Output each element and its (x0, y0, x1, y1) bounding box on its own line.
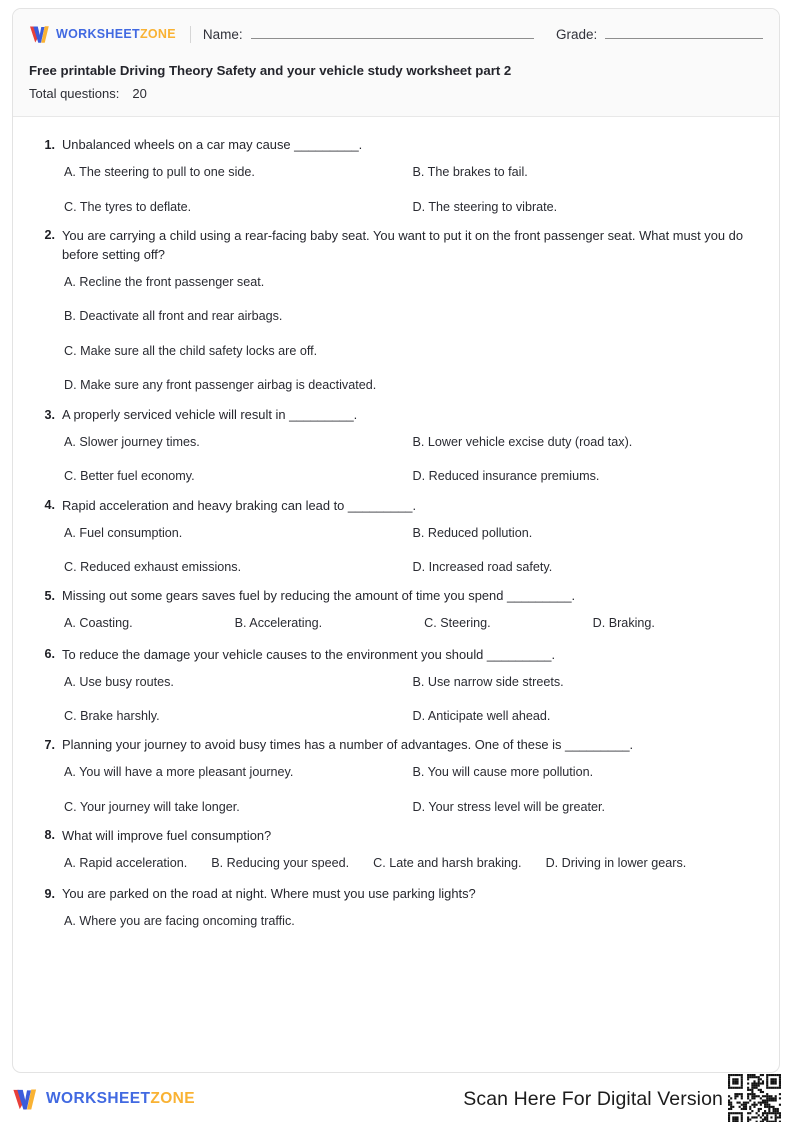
question-item (33, 496, 759, 577)
answer-option[interactable]: C. The tyres to deflate. (64, 199, 192, 214)
answer-option[interactable]: A. You will have a more pleasant journey. (64, 765, 294, 780)
total-questions-value: 20 (132, 85, 147, 101)
question-item (33, 135, 759, 216)
answer-option[interactable]: C. Steering. (424, 616, 491, 631)
answer-options (62, 433, 759, 486)
question-number: 4. (44, 498, 55, 513)
answer-option[interactable]: B. Lower vehicle excise duty (road tax). (412, 435, 633, 450)
answer-options (62, 273, 759, 394)
grade-field[interactable] (556, 27, 763, 42)
footer-brand-logo-text (46, 1090, 195, 1108)
question-text: To reduce the damage your vehicle causes to the environment you should _________. (62, 646, 556, 662)
name-label: Name: (202, 26, 243, 42)
question-header (33, 405, 759, 424)
worksheet-zone-logo-icon (29, 25, 51, 44)
answer-options (62, 673, 759, 726)
answer-option[interactable]: C. Reduced exhaust emissions. (64, 560, 242, 575)
question-header (33, 735, 759, 754)
footer-brand-name-part1: WORKSHEET (46, 1090, 151, 1107)
question-header (33, 645, 759, 664)
question-text: Unbalanced wheels on a car may cause _________. (62, 137, 363, 153)
answer-option[interactable]: A. The steering to pull to one side. (64, 165, 255, 180)
question-header (33, 226, 759, 264)
answer-option[interactable]: B. Reduced pollution. (412, 525, 533, 540)
answer-option[interactable]: A. Where you are facing oncoming traffic. (64, 914, 295, 929)
answer-option[interactable]: B. The brakes to fail. (412, 165, 528, 180)
name-input-line[interactable] (251, 27, 534, 39)
answer-options (62, 912, 759, 930)
answer-option[interactable]: A. Slower journey times. (64, 435, 200, 450)
answer-option[interactable]: B. Use narrow side streets. (412, 674, 564, 689)
answer-option[interactable]: C. Better fuel economy. (64, 469, 195, 484)
worksheet-footer (12, 1082, 781, 1116)
question-header (33, 496, 759, 515)
grade-label: Grade: (556, 26, 598, 42)
question-number: 8. (44, 828, 55, 843)
question-item (33, 226, 759, 394)
total-questions (29, 85, 763, 103)
total-questions-label: Total questions: (29, 85, 120, 101)
answer-options (62, 614, 759, 632)
name-field[interactable] (203, 27, 534, 42)
grade-input-line[interactable] (605, 27, 763, 39)
question-item (33, 586, 759, 632)
question-header (33, 826, 759, 845)
footer-brand-logo (12, 1088, 195, 1111)
answer-options (62, 854, 759, 872)
answer-option[interactable]: A. Use busy routes. (64, 674, 174, 689)
questions-list (13, 117, 779, 930)
answer-option[interactable]: A. Rapid acceleration. (64, 855, 188, 870)
question-text: Missing out some gears saves fuel by reducing the amount of time you spend _________. (62, 588, 576, 604)
question-number: 2. (44, 228, 55, 243)
question-number: 6. (44, 647, 55, 662)
question-item (33, 645, 759, 726)
brand-logo-text (56, 27, 176, 41)
worksheet-sheet (12, 8, 780, 1073)
answer-options (62, 163, 759, 216)
answer-option[interactable]: C. Make sure all the child safety locks are off. (64, 343, 318, 358)
question-header (33, 586, 759, 605)
answer-option[interactable]: C. Late and harsh braking. (373, 855, 522, 870)
answer-option[interactable]: D. Braking. (592, 616, 655, 631)
answer-option[interactable]: B. Accelerating. (234, 616, 323, 631)
answer-option[interactable]: A. Recline the front passenger seat. (64, 275, 265, 290)
question-header (33, 884, 759, 903)
question-number: 1. (44, 137, 55, 152)
question-item (33, 826, 759, 872)
question-number: 5. (44, 588, 55, 603)
answer-option[interactable]: B. Reducing your speed. (211, 855, 350, 870)
question-number: 9. (44, 886, 55, 901)
answer-option[interactable]: B. You will cause more pollution. (412, 765, 594, 780)
question-number: 3. (44, 407, 55, 422)
scan-prompt-text: Scan Here For Digital Version (463, 1087, 723, 1110)
answer-options (62, 524, 759, 577)
qr-code-icon[interactable] (728, 1074, 781, 1122)
worksheet-header (13, 9, 779, 117)
brand-name-part1: WORKSHEET (56, 27, 140, 41)
question-item (33, 735, 759, 816)
answer-option[interactable]: D. Make sure any front passenger airbag is deactivated. (64, 377, 377, 392)
question-text: What will improve fuel consumption? (62, 827, 272, 843)
worksheet-zone-logo-icon (12, 1088, 39, 1111)
answer-option[interactable]: D. Increased road safety. (412, 560, 553, 575)
question-header (33, 135, 759, 154)
header-divider (190, 26, 191, 43)
answer-option[interactable]: A. Coasting. (64, 616, 133, 631)
page-title: Free printable Driving Theory Safety and your vehicle study worksheet part 2 (29, 63, 512, 78)
brand-name-part2: ZONE (139, 27, 176, 41)
answer-option[interactable]: D. Your stress level will be greater. (412, 799, 605, 814)
question-text: Rapid acceleration and heavy braking can lead to _________. (62, 497, 417, 513)
question-item (33, 405, 759, 486)
answer-options (62, 763, 759, 816)
answer-option[interactable]: B. Deactivate all front and rear airbags. (64, 309, 283, 324)
answer-option[interactable]: D. Anticipate well ahead. (412, 709, 551, 724)
question-text: A properly serviced vehicle will result in _________. (62, 407, 358, 423)
answer-option[interactable]: A. Fuel consumption. (64, 525, 183, 540)
header-top-row (29, 21, 763, 47)
footer-brand-name-part2: ZONE (150, 1090, 196, 1107)
question-text: You are carrying a child using a rear-facing baby seat. You want to put it on the front passenger seat. What must you do before setting off? (62, 227, 743, 263)
answer-option[interactable]: C. Your journey will take longer. (64, 799, 240, 814)
brand-logo (29, 25, 176, 44)
question-item (33, 884, 759, 930)
answer-option[interactable]: D. The steering to vibrate. (412, 199, 558, 214)
question-number: 7. (44, 737, 55, 752)
answer-option[interactable]: C. Brake harshly. (64, 709, 160, 724)
question-text: Planning your journey to avoid busy times has a number of advantages. One of these is _________. (62, 737, 634, 753)
answer-option[interactable]: D. Driving in lower gears. (545, 855, 687, 870)
question-text: You are parked on the road at night. Where must you use parking lights? (62, 886, 476, 902)
answer-option[interactable]: D. Reduced insurance premiums. (412, 469, 600, 484)
